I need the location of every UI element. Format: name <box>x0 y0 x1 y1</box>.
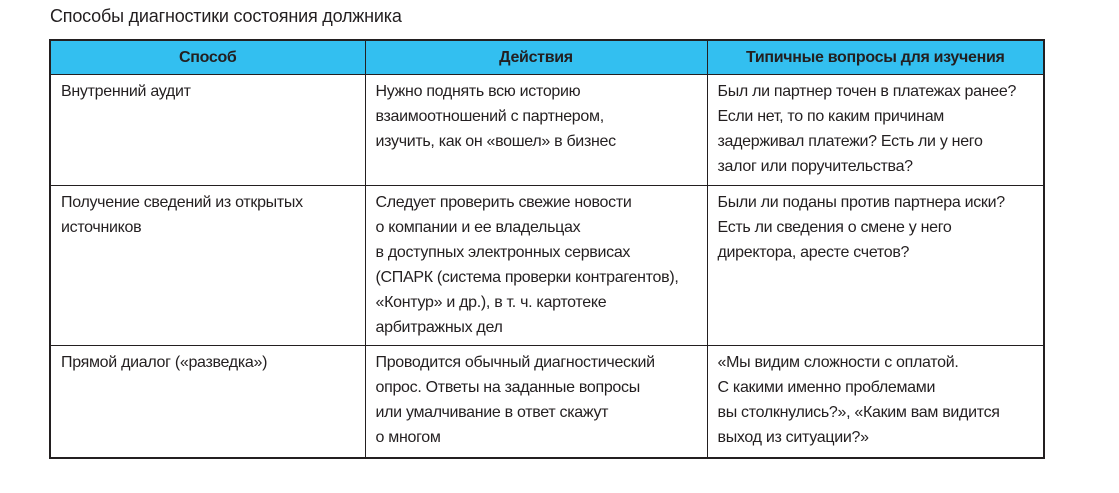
table-caption: Способы диагностики состояния должника <box>50 6 402 26</box>
table-row <box>51 346 1043 458</box>
cell-actions: Нужно поднять всю историю взаимоотношений с партнером, изучить, как он «вошел» в бизнес <box>365 75 707 186</box>
diagnostics-table <box>49 39 1045 459</box>
cell-actions: Проводится обычный диагностический опрос. Ответы на заданные вопросы или умалчивание в ответ скажут о многом <box>365 346 707 458</box>
header-method: Способ <box>51 41 365 75</box>
header-actions: Действия <box>365 41 707 75</box>
cell-actions: Следует проверить свежие новости о компании и ее владельцах в доступных электронных сервисах (СПАРК (система проверки контрагентов), «Контур» и др.), в т. ч. картотеке арбитражных дел <box>365 186 707 346</box>
cell-questions: Был ли партнер точен в платежах ранее? Если нет, то по каким причинам задерживал платежи? Есть ли у него залог или поручительства? <box>707 75 1043 186</box>
cell-questions: Были ли поданы против партнера иски? Есть ли сведения о смене у него директора, аресте счетов? <box>707 186 1043 346</box>
cell-method: Получение сведений из открытых источников <box>51 186 365 346</box>
cell-method: Внутренний аудит <box>51 75 365 186</box>
table-header-row <box>51 41 1043 75</box>
cell-questions: «Мы видим сложности с оплатой. С какими именно проблемами вы столкнулись?», «Каким вам видится выход из ситуации?» <box>717 354 1000 446</box>
table-row <box>51 186 1043 346</box>
table-row <box>51 75 1043 186</box>
header-questions: Типичные вопросы для изучения <box>707 41 1043 75</box>
cell-method: Прямой диалог («разведка») <box>51 346 365 458</box>
